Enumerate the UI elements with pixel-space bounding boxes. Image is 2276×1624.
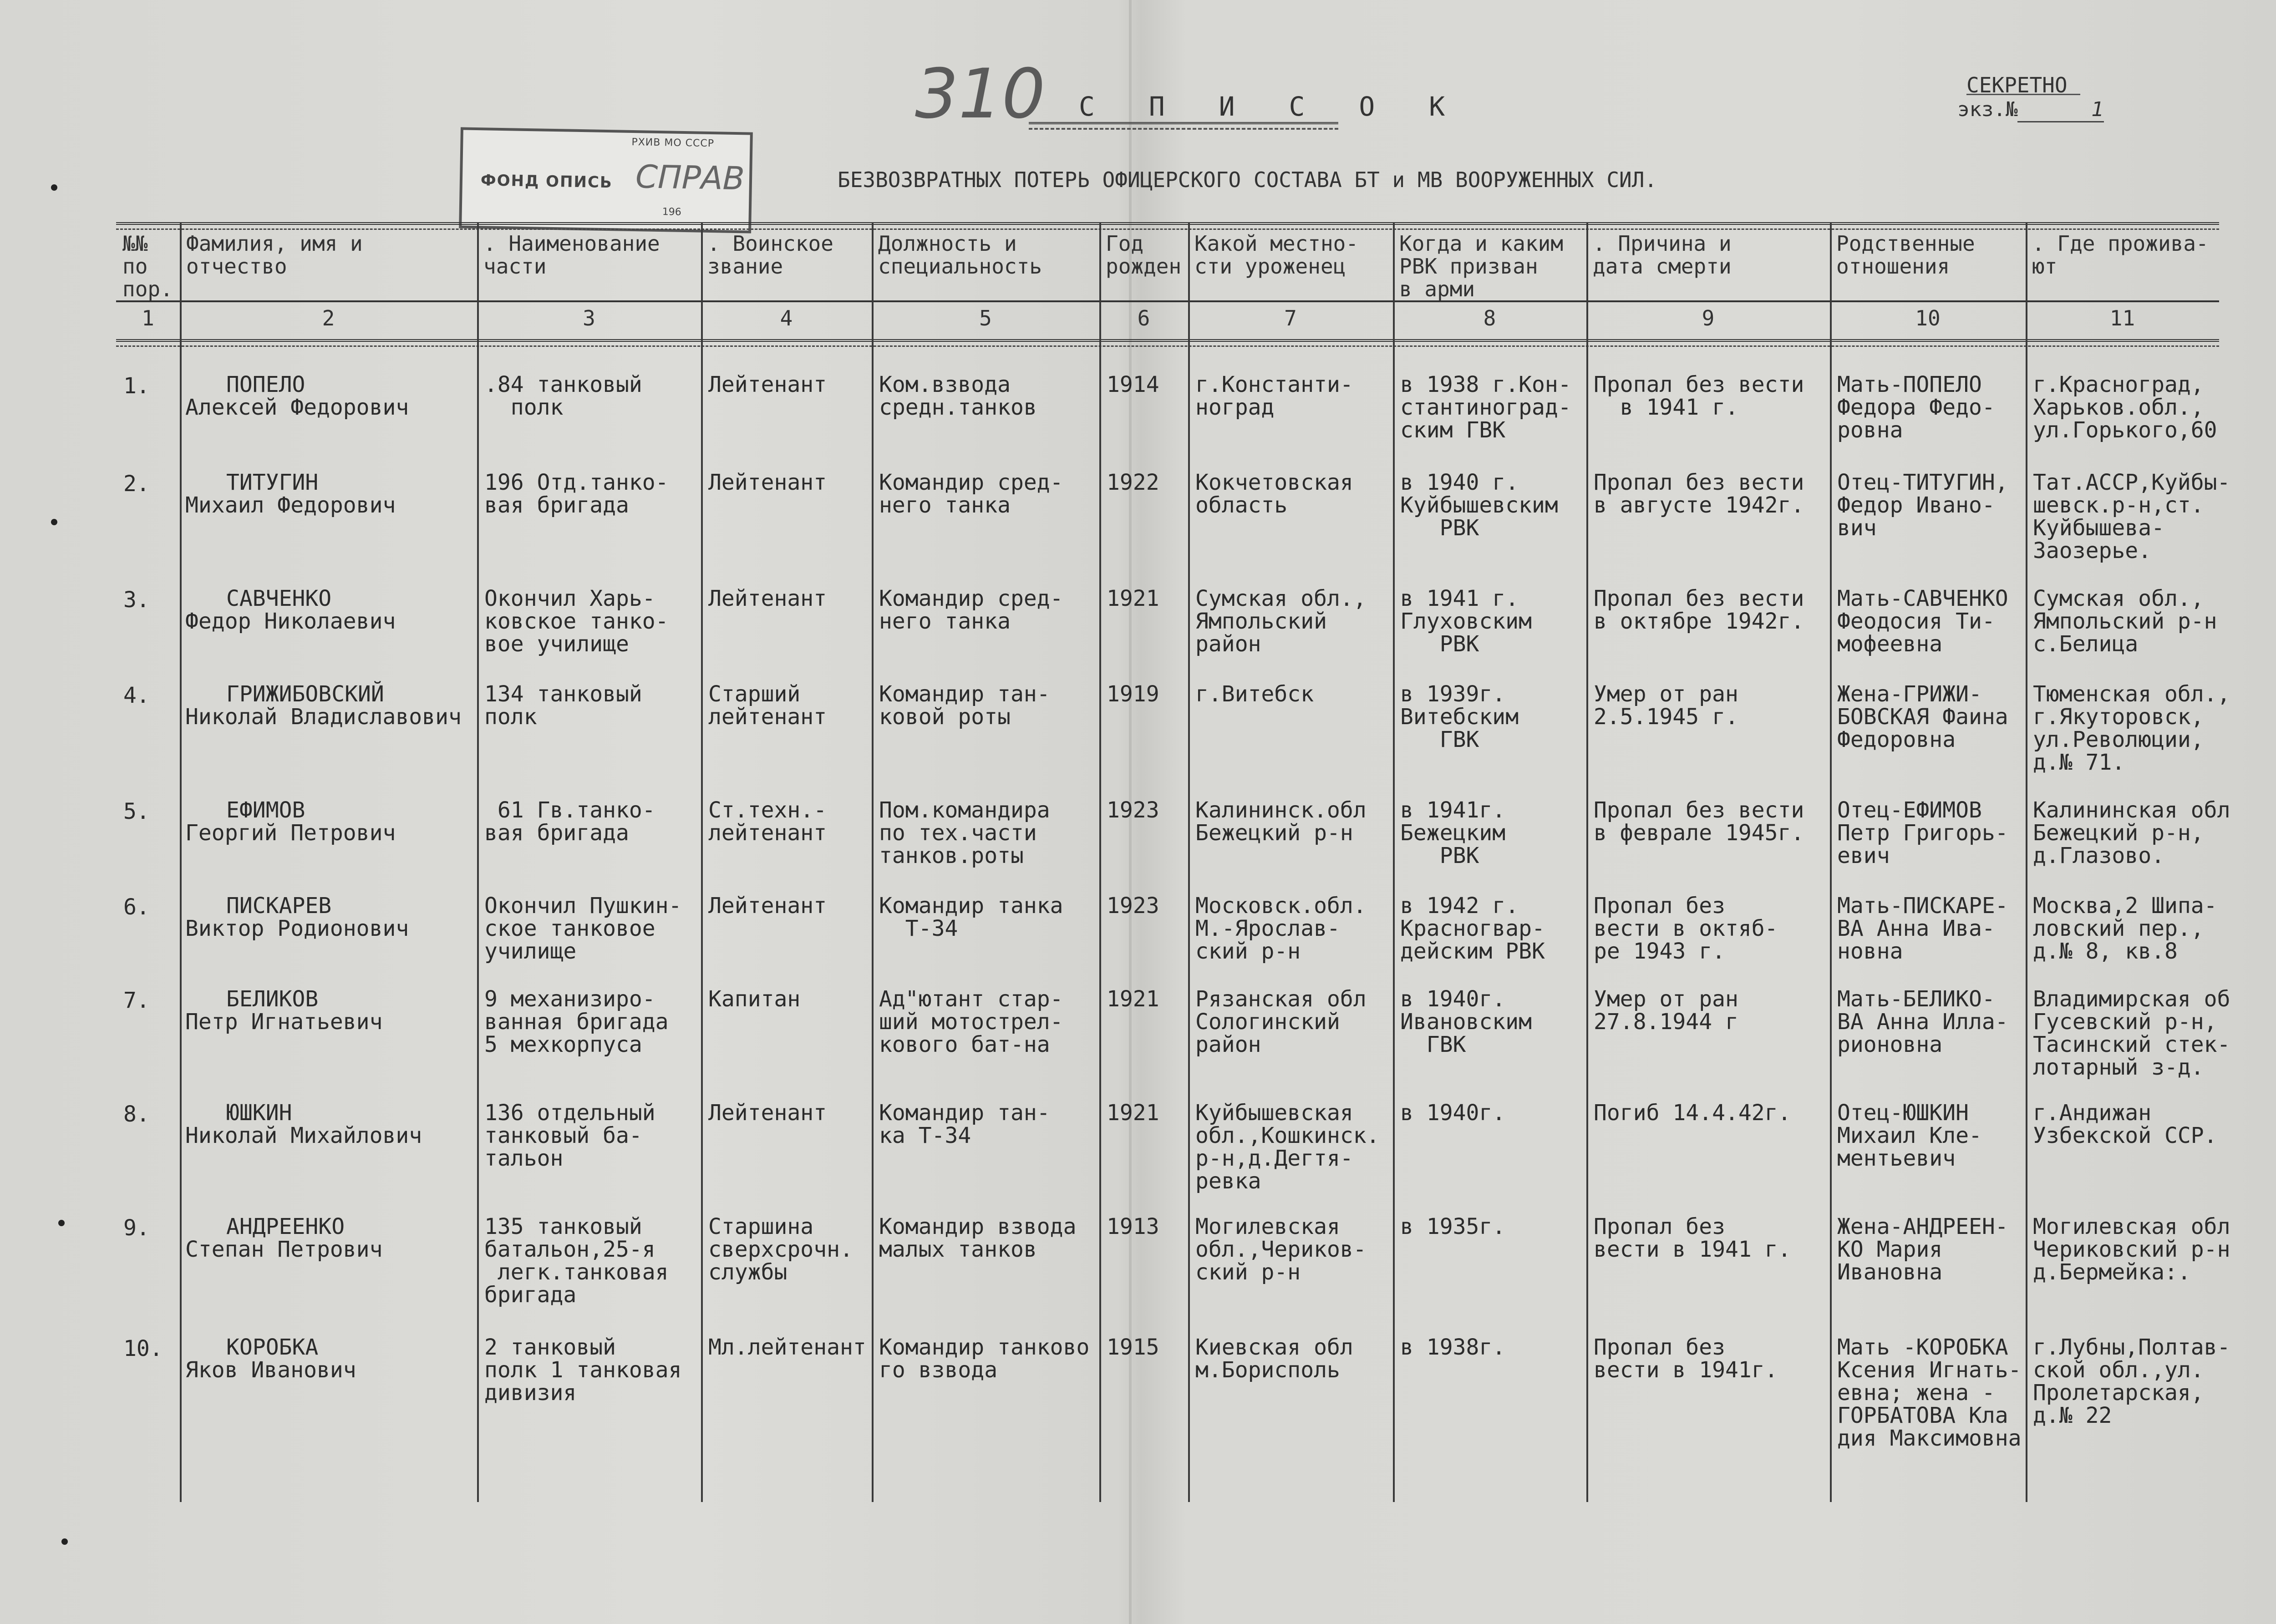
surname: БЕЛИКОВ — [226, 986, 319, 1012]
cell-name — [185, 988, 382, 1033]
cell-name — [185, 1215, 382, 1261]
column-divider — [2026, 222, 2027, 1502]
column-number: 10 — [1915, 306, 1941, 330]
cell-name — [185, 894, 409, 940]
table-number-rule — [116, 339, 2219, 347]
cell-position: Ад"ютант стар- ший мотострел- кового бат-на — [879, 986, 1063, 1057]
cell-born: 1923 — [1107, 893, 1159, 919]
cell-name — [185, 683, 462, 728]
given-names: Михаил Федорович — [185, 492, 396, 518]
cell-residence: г.Андижан Узбекской ССР. — [2033, 1100, 2217, 1148]
header-born: Год рожден — [1106, 231, 1182, 279]
stamp-mid-text: ФОНД ОПИСЬ — [480, 171, 613, 192]
cell-birthplace: г.Витебск — [1195, 681, 1314, 707]
cell-residence: Сумская обл., Ямпольский р-н с.Белица — [2033, 586, 2217, 657]
cell-drafted: в 1938г. — [1400, 1335, 1506, 1360]
column-divider — [701, 222, 703, 1502]
cell-born: 1921 — [1107, 1100, 1159, 1126]
header-drafted: Когда и каким РВК призван в арми — [1399, 231, 1564, 301]
cell-name — [185, 799, 396, 844]
given-names: Степан Петрович — [185, 1237, 383, 1262]
copy-value: 1 — [2017, 98, 2104, 122]
cell-seq: 5. — [123, 799, 150, 824]
cell-name — [185, 1336, 356, 1381]
column-number: 7 — [1284, 306, 1297, 330]
cell-relatives: Мать -КОРОБКА Ксения Игнать- евна; жена - ГОРБАТОВА Кла дия Максимовна — [1837, 1335, 2022, 1451]
cell-name — [185, 373, 409, 419]
cell-drafted: в 1941 г. Глуховским РВК — [1400, 586, 1532, 657]
column-divider — [1830, 222, 1832, 1502]
header-birthplace: Какой местно- сти уроженец — [1194, 231, 1359, 279]
cell-drafted: в 1940 г. Куйбышевским РВК — [1400, 470, 1558, 541]
cell-position: Командир танка Т-34 — [879, 893, 1063, 941]
cell-seq: 1. — [123, 373, 150, 399]
cell-drafted: в 1941г. Бежецким РВК — [1400, 797, 1506, 868]
header-position: Должность и специальность — [878, 231, 1042, 279]
cell-drafted: в 1935г. — [1400, 1214, 1506, 1239]
column-number: 5 — [979, 306, 992, 330]
cell-drafted: в 1942 г. Красногвар- дейским РВК — [1400, 893, 1545, 964]
margin-mark — [58, 1220, 65, 1226]
column-number: 11 — [2109, 306, 2135, 330]
cell-position: Командир тан- ковой роты — [879, 681, 1050, 730]
cell-born: 1922 — [1107, 470, 1159, 495]
cell-birthplace: Могилевская обл.,Чериков- ский р-н — [1195, 1214, 1367, 1285]
cell-rank: Ст.техн.- лейтенант — [708, 797, 827, 846]
header-unit: . Наименование части — [483, 231, 660, 279]
cell-death: Пропал без вести в октяб- ре 1943 г. — [1594, 893, 1778, 964]
handwritten-number: 310 — [915, 55, 1046, 134]
cell-residence: г.Красноград, Харьков.обл., ул.Горького,60 — [2033, 372, 2217, 443]
document-subtitle: БЕЗВОЗВРАТНЫХ ПОТЕРЬ ОФИЦЕРСКОГО СОСТАВА БТ и МВ ВООРУЖЕННЫХ СИЛ. — [838, 167, 1657, 192]
cell-unit: .84 танковый полк — [484, 372, 642, 420]
cell-name — [185, 587, 396, 633]
cell-death: Пропал без вести в 1941 г. — [1594, 1214, 1791, 1262]
cell-name — [185, 1101, 422, 1147]
cell-drafted: в 1940г. Ивановским ГВК — [1400, 986, 1532, 1057]
cell-born: 1914 — [1107, 372, 1159, 397]
archive-stamp — [459, 127, 753, 233]
cell-unit: Окончил Харь- ковское танко- вое училище — [484, 586, 669, 657]
cell-relatives: Жена-АНДРЕЕН- КО Мария Ивановна — [1837, 1214, 2008, 1285]
cell-death: Погиб 14.4.42г. — [1594, 1100, 1791, 1126]
column-divider — [872, 222, 874, 1502]
cell-relatives: Отец-ЕФИМОВ Петр Григорь- евич — [1837, 797, 2008, 868]
cell-drafted: в 1938 г.Кон- стантиноград- ским ГВК — [1400, 372, 1571, 443]
cell-drafted: в 1940г. — [1400, 1100, 1506, 1126]
title-underline — [1029, 122, 1338, 130]
cell-seq: 8. — [123, 1101, 150, 1127]
cell-rank: Мл.лейтенант — [708, 1335, 866, 1360]
cell-position: Пом.командира по тех.части танков.роты — [879, 797, 1050, 868]
cell-birthplace: Киевская обл м.Борисполь — [1195, 1335, 1353, 1383]
cell-unit: Окончил Пушкин- ское танковое училище — [484, 893, 682, 964]
surname: ПИСКАРЕВ — [226, 893, 332, 919]
cell-rank: Старший лейтенант — [708, 681, 827, 730]
header-rank: . Воинское звание — [707, 231, 833, 279]
cell-death: Пропал без вести в феврале 1945г. — [1594, 797, 1804, 846]
header-death: . Причина и дата смерти — [1593, 231, 1732, 279]
given-names: Георгий Петрович — [185, 820, 396, 846]
surname: ЮШКИН — [226, 1100, 292, 1126]
cell-residence: Тат.АССР,Куйбы- шевск.р-н,ст. Куйбышева- Заозерье. — [2033, 470, 2230, 563]
cell-birthplace: Кокчетовская область — [1195, 470, 1353, 518]
copy-number — [1957, 98, 2104, 122]
cell-drafted: в 1939г. Витебским ГВК — [1400, 681, 1519, 752]
surname: АНДРЕЕНКО — [226, 1214, 345, 1239]
cell-unit: 135 танковый батальон,25-я легк.танковая бригада — [484, 1214, 669, 1308]
secret-underline — [1966, 94, 2080, 95]
column-number: 3 — [583, 306, 595, 330]
copy-label: экз.№ — [1957, 98, 2018, 121]
surname: КОРОБКА — [226, 1335, 319, 1360]
secret-label: СЕКРЕТНО — [1966, 73, 2068, 97]
cell-seq: 7. — [123, 988, 150, 1013]
column-number: 8 — [1483, 306, 1496, 330]
cell-relatives: Отец-ТИТУГИН, Федор Ивано- вич — [1837, 470, 2008, 541]
cell-unit: 2 танковый полк 1 танковая дивизия — [484, 1335, 682, 1406]
column-number: 2 — [322, 306, 335, 330]
cell-rank: Лейтенант — [708, 1100, 827, 1126]
cell-relatives: Жена-ГРИЖИ- БОВСКАЯ Фаина Федоровна — [1837, 681, 2008, 752]
cell-rank: Старшина сверхсрочн. службы — [708, 1214, 853, 1285]
cell-birthplace: Рязанская обл Сологинский район — [1195, 986, 1367, 1057]
cell-relatives: Мать-ПИСКАРЕ- ВА Анна Ива- новна — [1837, 893, 2008, 964]
cell-relatives: Мать-БЕЛИКО- ВА Анна Илла- рионовна — [1837, 986, 2008, 1057]
cell-unit: 61 Гв.танко- вая бригада — [484, 797, 655, 846]
cell-seq: 10. — [123, 1336, 163, 1361]
surname: ЕФИМОВ — [226, 797, 305, 823]
given-names: Алексей Федорович — [185, 395, 409, 420]
cell-rank: Лейтенант — [708, 586, 827, 611]
cell-death: Пропал без вести в 1941г. — [1594, 1335, 1778, 1383]
stamp-handwriting: СПРАВ — [635, 158, 745, 198]
column-divider — [1099, 222, 1101, 1502]
cell-born: 1913 — [1107, 1214, 1159, 1239]
header-name: Фамилия, имя и отчество — [186, 231, 363, 279]
cell-position: Командир сред- него танка — [879, 586, 1063, 634]
surname: САВЧЕНКО — [226, 586, 332, 611]
header-residence: . Где прожива- ют — [2032, 231, 2209, 279]
cell-seq: 4. — [123, 683, 150, 708]
table-top-rule — [116, 222, 2219, 230]
cell-death: Пропал без вести в 1941 г. — [1594, 372, 1804, 420]
cell-residence: Могилевская обл Чериковский р-н д.Бермейка:. — [2033, 1214, 2230, 1285]
given-names: Виктор Родионович — [185, 916, 409, 941]
cell-death: Пропал без вести в августе 1942г. — [1594, 470, 1804, 518]
document-title: С П И С О К — [1079, 91, 1464, 122]
cell-born: 1923 — [1107, 797, 1159, 823]
cell-birthplace: Куйбышевская обл.,Кошкинск. р-н,д.Дегтя- ревка — [1195, 1100, 1380, 1194]
cell-death: Умер от ран 27.8.1944 г — [1594, 986, 1738, 1035]
cell-unit: 196 Отд.танко- вая бригада — [484, 470, 669, 518]
cell-residence: г.Лубны,Полтав- ской обл.,ул. Пролетарская, д.№ 22 — [2033, 1335, 2230, 1428]
cell-residence: Калининская обл Бежецкий р-н, д.Глазово. — [2033, 797, 2230, 868]
surname: ПОПЕЛО — [226, 372, 305, 397]
cell-position: Командир взвода малых танков — [879, 1214, 1077, 1262]
cell-birthplace: Московск.обл. М.-Ярослав- ский р-н — [1195, 893, 1367, 964]
cell-name — [185, 471, 396, 517]
cell-seq: 2. — [123, 471, 150, 497]
stamp-bottom-text: 196 — [662, 206, 682, 218]
cell-born: 1921 — [1107, 586, 1159, 611]
surname: ГРИЖИБОВСКИЙ — [226, 681, 384, 707]
surname: ТИТУГИН — [226, 470, 319, 495]
given-names: Яков Иванович — [185, 1357, 356, 1383]
column-divider — [1586, 222, 1588, 1502]
given-names: Федор Николаевич — [185, 609, 396, 634]
cell-death: Пропал без вести в октябре 1942г. — [1594, 586, 1804, 634]
table-header-rule — [116, 300, 2219, 302]
cell-birthplace: Калининск.обл Бежецкий р-н — [1195, 797, 1367, 846]
given-names: Петр Игнатьевич — [185, 1009, 383, 1035]
cell-seq: 3. — [123, 587, 150, 613]
column-divider — [180, 222, 182, 1502]
given-names: Николай Михайлович — [185, 1123, 422, 1148]
given-names: Николай Владиславович — [185, 704, 462, 730]
cell-birthplace: г.Константи- ноград — [1195, 372, 1353, 420]
cell-residence: Тюменская обл., г.Якуторовск, ул.Революции, д.№ 71. — [2033, 681, 2230, 775]
cell-born: 1915 — [1107, 1335, 1159, 1360]
stamp-top-text: РХИВ МО СССР — [631, 136, 715, 150]
cell-unit: 9 механизиро- ванная бригада 5 мехкорпуса — [484, 986, 669, 1057]
cell-seq: 6. — [123, 894, 150, 920]
cell-rank: Лейтенант — [708, 372, 827, 397]
margin-mark — [61, 1538, 68, 1545]
cell-death: Умер от ран 2.5.1945 г. — [1594, 681, 1738, 730]
column-divider — [477, 222, 479, 1502]
column-number: 6 — [1137, 306, 1150, 330]
column-divider — [1188, 222, 1190, 1502]
cell-residence: Москва,2 Шипа- ловский пер., д.№ 8, кв.8 — [2033, 893, 2217, 964]
margin-mark — [51, 519, 57, 525]
cell-rank: Капитан — [708, 986, 801, 1012]
column-divider — [1393, 222, 1395, 1502]
column-number: 9 — [1702, 306, 1715, 330]
cell-position: Командир тан- ка Т-34 — [879, 1100, 1050, 1148]
cell-relatives: Отец-ЮШКИН Михаил Кле- ментьевич — [1837, 1100, 1982, 1171]
cell-unit: 136 отдельный танковый ба- тальон — [484, 1100, 655, 1171]
cell-rank: Лейтенант — [708, 893, 827, 919]
cell-unit: 134 танковый полк — [484, 681, 642, 730]
column-number: 1 — [142, 306, 154, 330]
margin-mark — [51, 184, 57, 191]
column-number: 4 — [780, 306, 793, 330]
cell-position: Командир танково го взвода — [879, 1335, 1090, 1383]
cell-birthplace: Сумская обл., Ямпольский район — [1195, 586, 1367, 657]
header-relatives: Родственные отношения — [1836, 231, 1975, 279]
cell-relatives: Мать-САВЧЕНКО Феодосия Ти- мофеевна — [1837, 586, 2008, 657]
cell-seq: 9. — [123, 1215, 150, 1241]
cell-rank: Лейтенант — [708, 470, 827, 495]
cell-position: Командир сред- него танка — [879, 470, 1063, 518]
header-seq: №№ по пор. — [122, 231, 173, 301]
cell-residence: Владимирская об Гусевский р-н, Тасинский стек- лотарный з-д. — [2033, 986, 2230, 1080]
cell-position: Ком.взвода средн.танков — [879, 372, 1037, 420]
cell-born: 1921 — [1107, 986, 1159, 1012]
cell-relatives: Мать-ПОПЕЛО Федора Федо- ровна — [1837, 372, 1995, 443]
cell-born: 1919 — [1107, 681, 1159, 707]
